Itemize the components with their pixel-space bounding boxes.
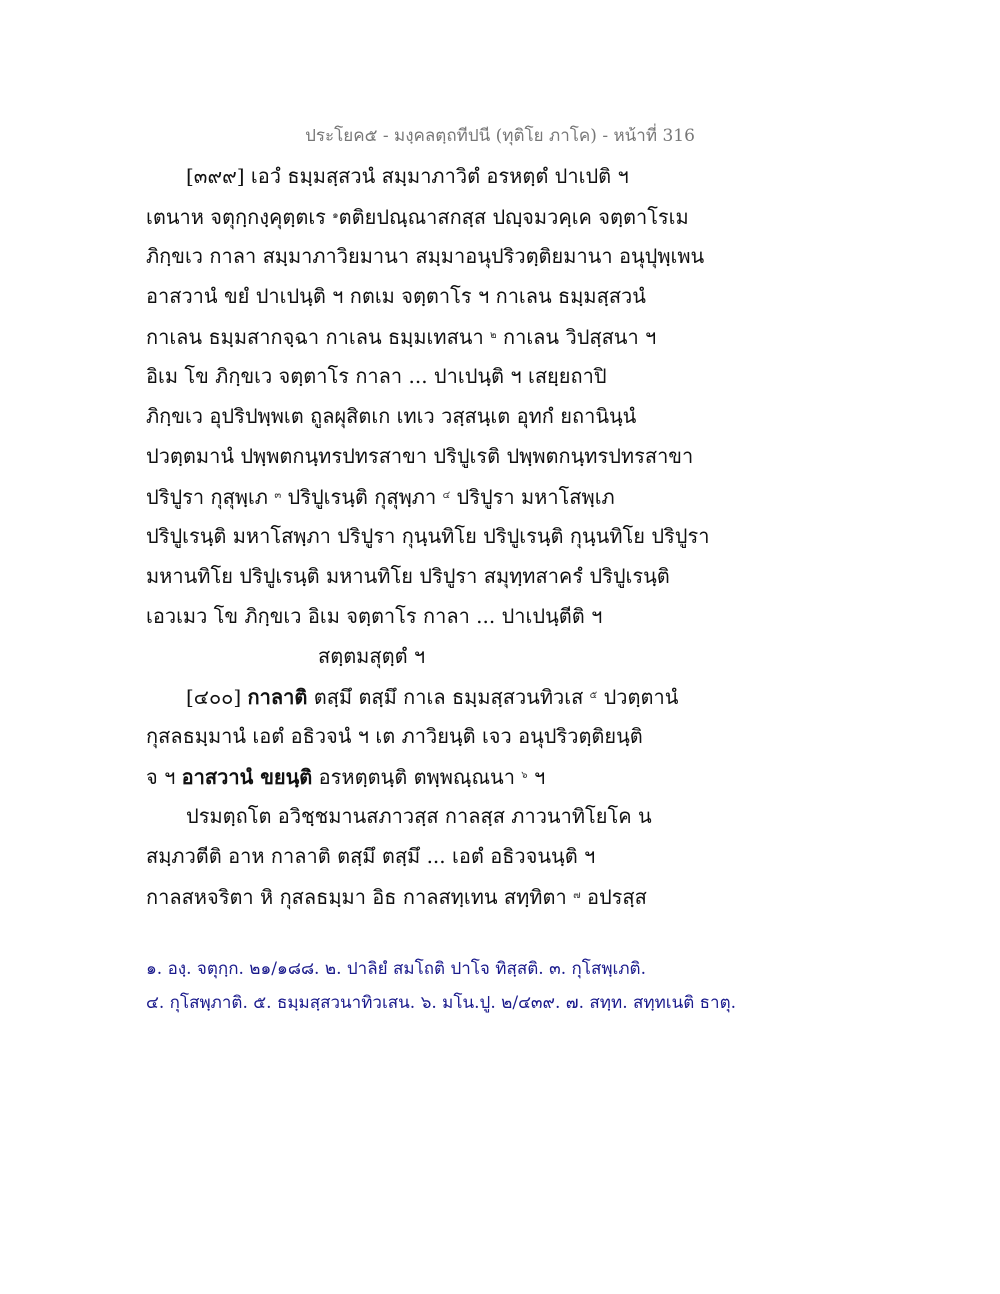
- text-line-5: [146, 316, 866, 356]
- text-line-10: ปริปูเรนฺติ มหาโสพฺภา ปริปูรา กุนฺนทิโย ปริปูเรนฺติ กุนฺนทิโย ปริปูรา: [146, 524, 710, 548]
- text-line-15: กุสลธมฺมานํ เอตํ อธิวจนํ ฯ เต ภาวิยนฺติ เจว อนุปริวตฺติยนฺติ: [146, 724, 643, 748]
- footnote-ref-1: ๑: [332, 210, 339, 221]
- text-line-18: สมฺภวตีติ อาห กาลาติ ตสฺมึ ตสฺมึ ... เอตํ อธิวจนนฺติ ฯ: [146, 844, 596, 868]
- text-line-16: [146, 756, 866, 796]
- text-line-19: [146, 876, 866, 916]
- text-segment: อปรสฺส: [580, 885, 647, 909]
- text-segment: ตติยปณฺณาสกสฺส ปญฺจมวคฺเค จตฺตาโรเม: [338, 205, 689, 229]
- footnote-ref-5: ๕: [589, 690, 598, 701]
- text-segment: ปริปูรา มหาโสพฺเภ: [456, 485, 615, 509]
- footnotes: [146, 952, 906, 1020]
- headword-asavanam-khayanti: อาสวานํ ขยนฺติ: [181, 765, 313, 789]
- footnote-ref-7: ๗: [573, 890, 581, 901]
- footnote-ref-4: ๔: [442, 490, 451, 501]
- text-segment: กาลสหจริตา หิ กุสลธมฺมา อิธ กาลสทฺเทน สทฺทิตา: [146, 885, 567, 909]
- text-line-9: [146, 476, 866, 516]
- body-text: [146, 156, 866, 916]
- footnote-line-1: ๑. องฺ. จตุกฺก. ๒๑/๑๘๘. ๒. ปาลิยํ สมโถติ ปาโจ ทิสฺสติ. ๓. กุโสพฺเภติ.: [146, 959, 646, 979]
- text-line-8: ปวตฺตมานํ ปพฺพตกนฺทรปทรสาขา ปริปูเรติ ปพฺพตกนฺทรปทรสาขา: [146, 444, 694, 468]
- sutta-end-title: สตฺตมสุตฺตํ ฯ: [318, 644, 426, 668]
- text-segment: ปวตฺตานํ: [597, 685, 679, 709]
- text-line-4: อาสวานํ ขยํ ปาเปนฺติ ฯ กตเม จตฺตาโร ฯ กาเลน ธมฺมสฺสวนํ: [146, 284, 646, 308]
- text-segment: ปริปูรา กุสุพฺเภ: [146, 485, 268, 509]
- text-line-12: เอวเมว โข ภิกฺขเว อิเม จตฺตาโร กาลา ... ปาเปนฺตีติ ฯ: [146, 604, 603, 628]
- paragraph-line-17: ปรมตฺถโต อวิชฺชมานสภาวสฺส กาลสฺส ภาวนาทิโยโค น: [186, 804, 652, 828]
- footnote-ref-2: ๒: [490, 330, 497, 341]
- text-line-3: ภิกฺขเว กาลา สมฺมาภาวิยมานา สมฺมาอนุปริวตฺติยมานา อนุปุพฺเพน: [146, 244, 705, 268]
- text-segment: อรหตฺตนฺติ ตพฺพณฺณนา: [312, 765, 515, 789]
- text-segment: ฯ: [527, 765, 546, 789]
- text-segment: กาเลน วิปสฺสนา ฯ: [503, 325, 657, 349]
- text-line-7: ภิกฺขเว อุปริปพฺพเต ถูลผุสิตเก เทเว วสฺสนฺเต อุทกํ ยถานินฺนํ: [146, 404, 637, 428]
- text-segment: เตนาห จตุกฺกงฺคุตฺตเร: [146, 205, 326, 229]
- text-line-6: อิเม โข ภิกฺขเว จตฺตาโร กาลา ... ปาเปนฺติ ฯ เสยฺยถาปิ: [146, 364, 607, 388]
- text-line-2: [146, 196, 866, 236]
- text-line-11: มหานทิโย ปริปูเรนฺติ มหานทิโย ปริปูรา สมุทฺทสาครํ ปริปูเรนฺติ: [146, 564, 670, 588]
- paragraph-400-line-1: [146, 676, 866, 716]
- text-segment: กาเลน ธมฺมสากจฺฉา กาเลน ธมฺมเทสนา: [146, 325, 484, 349]
- paragraph-399-line-1: [๓๙๙] เอวํ ธมฺมสฺสวนํ สมฺมาภาวิตํ อรหตฺตํ ปาเปติ ฯ: [186, 164, 629, 188]
- text-segment: ตสฺมึ ตสฺมึ กาเล ธมฺมสฺสวนทิวเส: [307, 685, 584, 709]
- headword-kala: กาลาติ: [247, 685, 308, 709]
- text-segment: ปริปูเรนฺติ กุสุพฺภา: [287, 485, 437, 509]
- footnote-line-2: ๔. กุโสพฺภาติ. ๕. ธมฺมสฺสวนาทิวเสน. ๖. มโน.ปู. ๒/๔๓๙. ๗. สทฺท. สทฺทเนติ ธาตุ.: [146, 993, 737, 1013]
- footnote-ref-3: ๓: [274, 490, 282, 501]
- footnote-ref-6: ๖: [521, 770, 528, 781]
- text-segment: จ ฯ: [146, 765, 182, 789]
- running-header: ประโยค๕ - มงฺคลตฺถทีปนี (ทุติโย ภาโค) - หน้าที่ 316: [305, 126, 695, 146]
- paragraph-number: [๔๐๐]: [186, 685, 248, 709]
